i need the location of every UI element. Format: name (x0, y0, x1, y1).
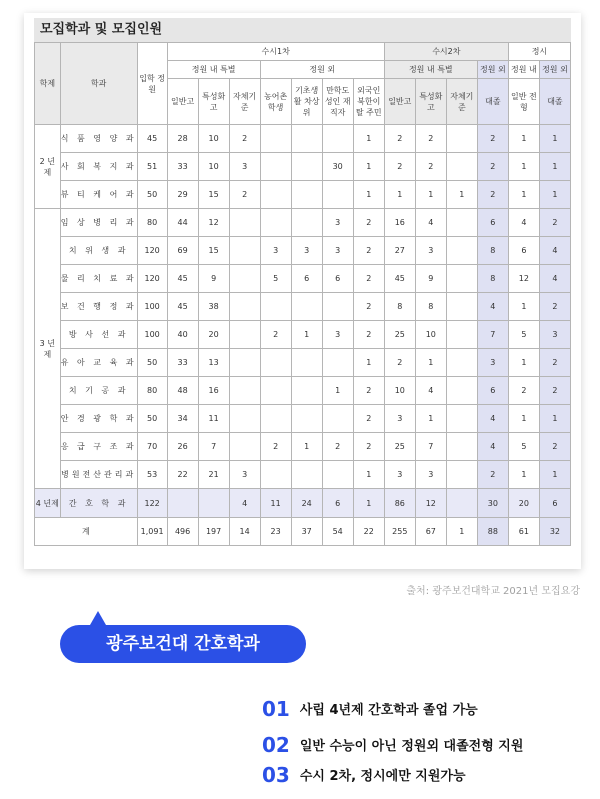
table-cell: 6 (539, 489, 570, 518)
table-cell: 1 (508, 405, 539, 433)
table-cell (291, 293, 322, 321)
table-cell: 30 (477, 489, 508, 518)
table-cell: 2 (539, 377, 570, 405)
table-cell: 1 (353, 461, 384, 489)
table-cell: 51 (137, 153, 167, 181)
table-cell (229, 321, 260, 349)
table-cell (322, 181, 353, 209)
table-cell (229, 265, 260, 293)
table-cell: 4 (539, 265, 570, 293)
table-cell: 9 (198, 265, 229, 293)
table-cell: 1 (539, 153, 570, 181)
table-cell: 25 (384, 433, 415, 461)
table-cell: 3 (477, 349, 508, 377)
table-cell: 1 (539, 405, 570, 433)
table-cell: 24 (291, 489, 322, 518)
table-cell: 3 (229, 153, 260, 181)
total-cell: 23 (260, 518, 291, 546)
table-cell: 7 (198, 433, 229, 461)
dept-name-cell: 치 위 생 과 (60, 237, 137, 265)
source-caption: 출처: 광주보건대학교 2021년 모집요강 (406, 586, 580, 597)
table-cell (322, 461, 353, 489)
total-cell: 255 (384, 518, 415, 546)
admission-table (34, 42, 571, 546)
table-cell: 3 (291, 237, 322, 265)
dept-name-cell: 임 상 병 리 과 (60, 209, 137, 237)
table-cell: 27 (384, 237, 415, 265)
total-row (35, 518, 571, 546)
table-cell: 4 (477, 433, 508, 461)
table-cell: 2 (260, 321, 291, 349)
table-cell: 2 (353, 377, 384, 405)
table-cell: 2 (353, 265, 384, 293)
table-cell: 2 (353, 209, 384, 237)
table-cell: 10 (198, 153, 229, 181)
table-cell: 40 (167, 321, 198, 349)
total-cell: 197 (198, 518, 229, 546)
table-cell: 53 (137, 461, 167, 489)
table-cell (260, 153, 291, 181)
table-cell: 25 (384, 321, 415, 349)
table-cell: 1 (508, 125, 539, 153)
table-cell: 2 (229, 181, 260, 209)
table-cell (260, 405, 291, 433)
table-cell: 1 (415, 405, 446, 433)
table-cell: 1 (508, 293, 539, 321)
table-cell: 21 (198, 461, 229, 489)
table-cell (229, 209, 260, 237)
table-cell: 1 (322, 377, 353, 405)
table-cell (446, 265, 477, 293)
table-cell: 1 (415, 181, 446, 209)
dept-name-cell: 사 회 복 지 과 (60, 153, 137, 181)
table-cell: 45 (384, 265, 415, 293)
table-cell: 4 (229, 489, 260, 518)
table-cell: 11 (198, 405, 229, 433)
table-cell: 3 (384, 461, 415, 489)
table-cell: 8 (384, 293, 415, 321)
table-cell: 5 (260, 265, 291, 293)
table-cell: 50 (137, 349, 167, 377)
col-jeongsi-in: 정원 내 (508, 61, 539, 79)
table-cell (291, 209, 322, 237)
total-cell: 88 (477, 518, 508, 546)
total-cell: 61 (508, 518, 539, 546)
table-cell: 100 (137, 293, 167, 321)
table-row (35, 489, 571, 518)
table-cell: 45 (137, 125, 167, 153)
total-label-cell: 계 (35, 518, 138, 546)
sub-j-general: 일반 전형 (508, 79, 539, 125)
table-cell: 1 (353, 181, 384, 209)
table-cell (322, 349, 353, 377)
table-cell: 1 (291, 433, 322, 461)
table-cell: 29 (167, 181, 198, 209)
table-cell: 8 (415, 293, 446, 321)
table-cell (229, 237, 260, 265)
table-cell (322, 405, 353, 433)
table-cell: 2 (539, 433, 570, 461)
table-cell: 2 (229, 125, 260, 153)
table-cell: 50 (137, 405, 167, 433)
table-row (35, 433, 571, 461)
sub-basic: 기초생활 차상위 (291, 79, 322, 125)
table-cell (446, 293, 477, 321)
table-cell: 12 (415, 489, 446, 518)
table-cell: 80 (137, 377, 167, 405)
table-cell: 2 (384, 125, 415, 153)
table-cell: 4 (415, 377, 446, 405)
table-cell: 1 (508, 461, 539, 489)
badge-title: 광주보건대 간호학과 (60, 625, 306, 663)
table-cell (260, 377, 291, 405)
table-cell: 12 (508, 265, 539, 293)
col-susi1: 수시1차 (167, 43, 384, 61)
table-row (35, 125, 571, 153)
dept-name-cell: 식 품 영 양 과 (60, 125, 137, 153)
table-cell: 15 (198, 237, 229, 265)
table-cell: 6 (322, 489, 353, 518)
point-text: 사립 4년제 간호학과 졸업 가능 (299, 703, 478, 718)
table-cell (291, 349, 322, 377)
table-row (35, 181, 571, 209)
table-cell: 1 (291, 321, 322, 349)
table-cell (446, 377, 477, 405)
table-row (35, 265, 571, 293)
col-jeongsi-out: 정원 외 (539, 61, 570, 79)
table-cell: 12 (198, 209, 229, 237)
table-cell: 33 (167, 153, 198, 181)
sub-adult: 만학도 성인 재직자 (322, 79, 353, 125)
badge-pointer (90, 611, 106, 625)
total-cell: 32 (539, 518, 570, 546)
table-cell: 1 (353, 489, 384, 518)
col-susi2-out: 정원 외 (477, 61, 508, 79)
table-cell: 2 (508, 377, 539, 405)
table-cell: 100 (137, 321, 167, 349)
table-cell: 1 (508, 349, 539, 377)
table-cell: 5 (508, 433, 539, 461)
table-cell: 69 (167, 237, 198, 265)
table-cell: 9 (415, 265, 446, 293)
table-cell: 44 (167, 209, 198, 237)
table-cell: 120 (137, 237, 167, 265)
table-cell (291, 181, 322, 209)
table-cell: 20 (198, 321, 229, 349)
table-cell: 2 (477, 461, 508, 489)
table-cell: 3 (384, 405, 415, 433)
table-cell: 4 (508, 209, 539, 237)
sub-general: 일반고 (167, 79, 198, 125)
table-cell: 2 (477, 153, 508, 181)
table-cell (229, 405, 260, 433)
table-cell (291, 153, 322, 181)
table-cell: 20 (508, 489, 539, 518)
table-cell (229, 349, 260, 377)
total-cell: 1 (446, 518, 477, 546)
dept-name-cell: 물 리 치 료 과 (60, 265, 137, 293)
table-cell: 86 (384, 489, 415, 518)
point-item (262, 733, 523, 757)
table-cell (446, 433, 477, 461)
point-number: 02 (262, 733, 290, 757)
table-cell: 2 (477, 125, 508, 153)
table-cell (260, 125, 291, 153)
table-cell: 3 (322, 237, 353, 265)
table-cell: 1 (415, 349, 446, 377)
table-cell (446, 321, 477, 349)
table-cell: 1 (539, 461, 570, 489)
dept-name-cell: 치 기 공 과 (60, 377, 137, 405)
table-cell: 11 (260, 489, 291, 518)
table-cell: 45 (167, 265, 198, 293)
table-cell: 22 (167, 461, 198, 489)
table-cell: 1 (508, 181, 539, 209)
total-cell: 1,091 (137, 518, 167, 546)
sub-self: 자체기준 (229, 79, 260, 125)
dept-name-cell: 뷰 티 케 어 과 (60, 181, 137, 209)
table-cell: 2 (415, 125, 446, 153)
dept-name-cell: 응 급 구 조 과 (60, 433, 137, 461)
table-cell: 8 (477, 237, 508, 265)
table-cell: 1 (446, 181, 477, 209)
table-cell: 4 (477, 293, 508, 321)
table-cell: 6 (477, 209, 508, 237)
table-cell (446, 237, 477, 265)
point-item (262, 697, 478, 721)
point-item (262, 763, 466, 787)
table-cell (446, 209, 477, 237)
table-cell: 1 (353, 125, 384, 153)
table-cell (291, 405, 322, 433)
table-cell (322, 125, 353, 153)
table-cell: 16 (384, 209, 415, 237)
col-dept: 학과 (60, 43, 137, 125)
sub-foreign: 외국인 북한이탈 주민 (353, 79, 384, 125)
sub-s2-self: 자체기준 (446, 79, 477, 125)
table-cell (446, 489, 477, 518)
col-susi2: 수시2차 (384, 43, 508, 61)
table-row (35, 461, 571, 489)
grade-group-cell: 4 년제 (35, 489, 61, 518)
table-cell: 2 (260, 433, 291, 461)
table-cell: 6 (508, 237, 539, 265)
table-cell (260, 461, 291, 489)
table-cell (446, 125, 477, 153)
table-row (35, 293, 571, 321)
total-cell: 37 (291, 518, 322, 546)
table-cell (260, 293, 291, 321)
table-cell (260, 181, 291, 209)
table-cell: 7 (415, 433, 446, 461)
table-cell (260, 349, 291, 377)
table-cell: 2 (384, 349, 415, 377)
table-cell: 8 (477, 265, 508, 293)
table-row (35, 209, 571, 237)
table-cell: 45 (167, 293, 198, 321)
table-cell (229, 293, 260, 321)
dept-name-cell: 병원전산관리과 (60, 461, 137, 489)
table-cell: 4 (415, 209, 446, 237)
table-cell (291, 377, 322, 405)
sub-s2-general: 일반고 (384, 79, 415, 125)
col-grade: 학제 (35, 43, 61, 125)
table-cell: 3 (322, 209, 353, 237)
table-body (35, 125, 571, 546)
sub-special: 특성화고 (198, 79, 229, 125)
sub-s2-grad: 대졸 (477, 79, 508, 125)
table-cell: 2 (353, 237, 384, 265)
table-cell: 3 (415, 461, 446, 489)
table-cell (260, 209, 291, 237)
table-title: 모집학과 및 모집인원 (34, 18, 571, 42)
table-cell: 7 (477, 321, 508, 349)
grade-group-cell: 3 년 제 (35, 209, 61, 489)
table-cell (198, 489, 229, 518)
dept-name-cell: 방 사 선 과 (60, 321, 137, 349)
table-cell: 3 (229, 461, 260, 489)
col-jeongsi: 정시 (508, 43, 570, 61)
table-cell: 38 (198, 293, 229, 321)
table-cell: 10 (198, 125, 229, 153)
total-cell: 14 (229, 518, 260, 546)
dept-name-cell: 간 호 학 과 (60, 489, 137, 518)
table-cell: 10 (415, 321, 446, 349)
admission-table-card (24, 13, 581, 569)
point-number: 01 (262, 697, 290, 721)
table-row (35, 405, 571, 433)
table-cell: 3 (415, 237, 446, 265)
table-cell (446, 349, 477, 377)
total-cell: 67 (415, 518, 446, 546)
col-susi1-out: 정원 외 (260, 61, 384, 79)
table-cell: 2 (322, 433, 353, 461)
table-row (35, 377, 571, 405)
point-text: 일반 수능이 아닌 정원외 대졸전형 지원 (299, 739, 524, 754)
table-cell: 34 (167, 405, 198, 433)
table-cell: 1 (384, 181, 415, 209)
table-row (35, 321, 571, 349)
table-cell (291, 125, 322, 153)
table-cell: 28 (167, 125, 198, 153)
col-susi2-in: 정원 내 특별 (384, 61, 477, 79)
table-cell: 15 (198, 181, 229, 209)
table-cell (229, 433, 260, 461)
table-cell: 4 (477, 405, 508, 433)
point-text: 수시 2차, 정시에만 지원가능 (299, 769, 466, 784)
table-cell: 1 (353, 153, 384, 181)
table-cell: 2 (539, 293, 570, 321)
table-cell: 33 (167, 349, 198, 377)
table-cell (167, 489, 198, 518)
table-cell: 2 (539, 349, 570, 377)
dept-name-cell: 보 건 행 정 과 (60, 293, 137, 321)
col-quota: 입학 정원 (137, 43, 167, 125)
sub-farm: 농어촌 학생 (260, 79, 291, 125)
table-cell (446, 405, 477, 433)
table-cell: 2 (353, 405, 384, 433)
table-cell: 3 (260, 237, 291, 265)
table-cell: 3 (539, 321, 570, 349)
point-number: 03 (262, 763, 290, 787)
table-cell: 1 (539, 181, 570, 209)
table-cell (446, 461, 477, 489)
table-cell (446, 153, 477, 181)
table-row (35, 153, 571, 181)
table-cell: 4 (539, 237, 570, 265)
table-cell: 122 (137, 489, 167, 518)
table-cell: 2 (415, 153, 446, 181)
table-cell: 50 (137, 181, 167, 209)
table-cell (229, 377, 260, 405)
table-cell: 2 (539, 209, 570, 237)
table-cell: 2 (353, 433, 384, 461)
table-cell: 2 (353, 293, 384, 321)
table-cell: 2 (477, 181, 508, 209)
table-cell (322, 293, 353, 321)
table-cell: 6 (291, 265, 322, 293)
total-cell: 22 (353, 518, 384, 546)
table-cell: 10 (384, 377, 415, 405)
table-cell: 30 (322, 153, 353, 181)
total-cell: 496 (167, 518, 198, 546)
table-cell: 3 (322, 321, 353, 349)
table-cell: 16 (198, 377, 229, 405)
table-cell: 26 (167, 433, 198, 461)
table-cell: 1 (539, 125, 570, 153)
sub-s2-special: 특성화고 (415, 79, 446, 125)
dept-name-cell: 안 경 광 학 과 (60, 405, 137, 433)
table-row (35, 237, 571, 265)
col-susi1-in: 정원 내 특별 (167, 61, 260, 79)
table-cell: 6 (322, 265, 353, 293)
table-cell: 2 (384, 153, 415, 181)
table-cell: 1 (353, 349, 384, 377)
table-cell: 13 (198, 349, 229, 377)
table-row (35, 349, 571, 377)
sub-j-grad: 대졸 (539, 79, 570, 125)
table-cell: 80 (137, 209, 167, 237)
table-cell (291, 461, 322, 489)
table-cell: 1 (508, 153, 539, 181)
total-cell: 54 (322, 518, 353, 546)
table-cell: 5 (508, 321, 539, 349)
table-cell: 48 (167, 377, 198, 405)
table-cell: 70 (137, 433, 167, 461)
dept-name-cell: 유 아 교 육 과 (60, 349, 137, 377)
grade-group-cell: 2 년 제 (35, 125, 61, 209)
table-cell: 2 (353, 321, 384, 349)
table-cell: 6 (477, 377, 508, 405)
table-cell: 120 (137, 265, 167, 293)
